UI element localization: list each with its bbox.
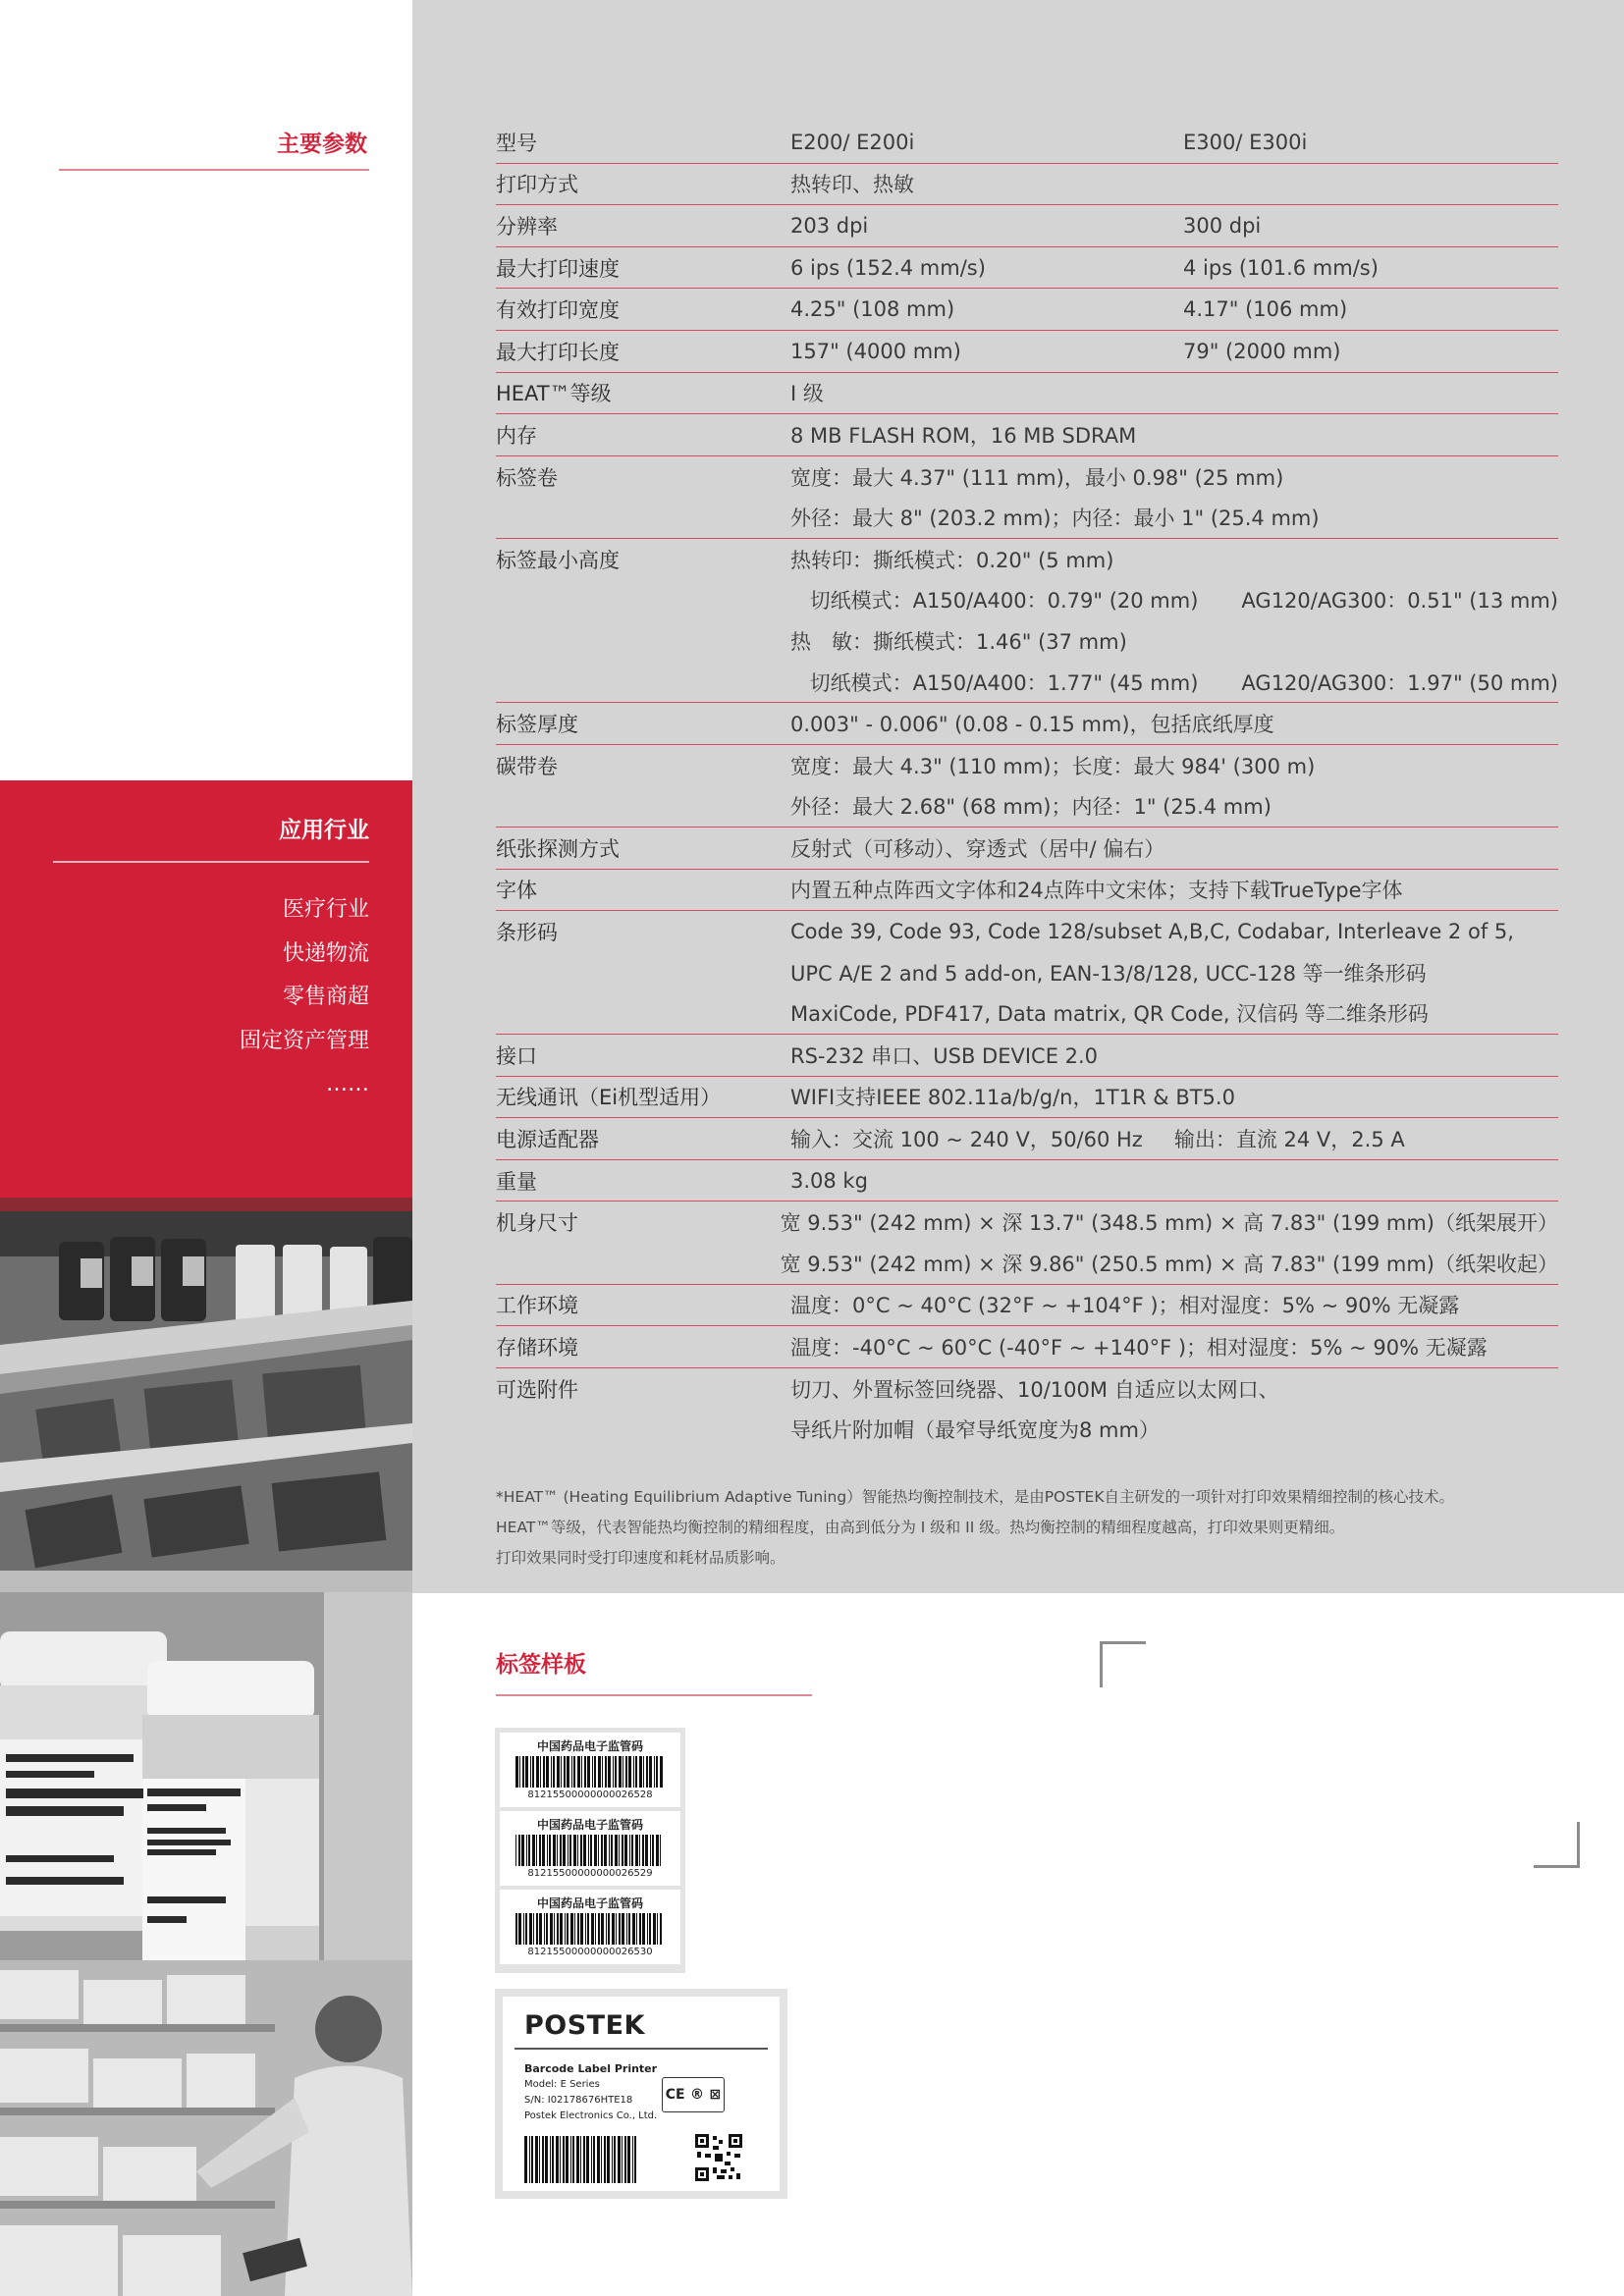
spec-row-print-method bbox=[496, 164, 1558, 206]
spec-value: 4.25" (108 mm) bbox=[790, 297, 955, 322]
spec-label: 有效打印宽度 bbox=[496, 298, 620, 323]
nameplate-serial: S/N: I02178676HTE18 bbox=[524, 2095, 633, 2106]
spec-label: 条形码 bbox=[496, 921, 558, 945]
spec-row-operating-env bbox=[496, 1285, 1558, 1327]
spec-value: 温度：0°C ~ 40°C (32°F ~ +104°F )；相对湿度：5% ~ 90% 无凝露 bbox=[790, 1294, 1460, 1318]
spec-label: 可选附件 bbox=[496, 1377, 578, 1402]
spec-label: 工作环境 bbox=[496, 1294, 578, 1318]
label-samples-divider bbox=[496, 1694, 812, 1696]
spec-value: 反射式（可移动）、穿透式（居中/ 偏右） bbox=[790, 836, 1165, 861]
spec-label: 最大打印速度 bbox=[496, 256, 620, 281]
drug-barcode-label-sample bbox=[495, 1728, 685, 1973]
spec-label: 纸张探测方式 bbox=[496, 836, 620, 861]
footnote-line: *HEAT™ (Heating Equilibrium Adaptive Tuning）智能热均衡控制技术，是由POSTEK自主研发的一项针对打印效果精细控制的核心技术。 bbox=[496, 1488, 1455, 1506]
main-params-heading: 主要参数 bbox=[277, 132, 367, 157]
spec-value: 热 敏：撕纸模式：1.46" (37 mm) bbox=[790, 629, 1127, 654]
ce-mark-icon: CE bbox=[665, 2087, 685, 2103]
spec-value: 外径：最大 8" (203.2 mm)；内径：最小 1" (25.4 mm) bbox=[790, 507, 1320, 531]
spec-value: 203 dpi bbox=[790, 213, 869, 238]
spec-value: 300 dpi bbox=[1183, 213, 1262, 238]
spec-value: 内置五种点阵西文字体和24点阵中文宋体；支持下载TrueType字体 bbox=[790, 879, 1403, 903]
spec-label: 分辨率 bbox=[496, 214, 558, 239]
spec-row-speed bbox=[496, 247, 1558, 290]
nameplate-label-sample bbox=[495, 1989, 787, 2199]
spec-row-interface bbox=[496, 1035, 1558, 1077]
spec-row-weight bbox=[496, 1160, 1558, 1202]
weee-bin-icon: ⊠ bbox=[709, 2087, 722, 2103]
spec-value: 宽 9.53" (242 mm) × 深 9.86" (250.5 mm) × 高 7.83" (199 mm)（纸架收起） bbox=[780, 1252, 1558, 1276]
spec-value-part: 输入：交流 100 ~ 240 V，50/60 Hz bbox=[790, 1128, 1143, 1152]
spec-label: 机身尺寸 bbox=[496, 1211, 578, 1236]
spec-label: 标签卷 bbox=[496, 465, 558, 490]
applications-divider bbox=[53, 861, 369, 863]
footnote-line: 打印效果同时受打印速度和耗材品质影响。 bbox=[496, 1549, 785, 1567]
spec-value: MaxiCode, PDF417, Data matrix, QR Code, 汉信码 等二维条形码 bbox=[790, 1002, 1429, 1027]
nameplate-model: Model: E Series bbox=[524, 2079, 600, 2090]
spec-value: 0.003" - 0.006" (0.08 - 0.15 mm)，包括底纸厚度 bbox=[790, 713, 1274, 737]
application-item: 快递物流 bbox=[282, 940, 369, 966]
spec-value-part: 输出：直流 24 V，2.5 A bbox=[1173, 1128, 1405, 1152]
spec-value: 宽 9.53" (242 mm) × 深 13.7" (348.5 mm) × 高 7.83" (199 mm)（纸架展开） bbox=[780, 1211, 1558, 1236]
barcode-label bbox=[500, 1890, 680, 1964]
spec-row-label-thickness bbox=[496, 703, 1558, 745]
spec-value bbox=[722, 585, 1558, 614]
spec-row-fonts bbox=[496, 870, 1558, 912]
applications-heading: 应用行业 bbox=[279, 818, 369, 843]
spec-row-print-length bbox=[496, 331, 1558, 373]
spec-value: 157" (4000 mm) bbox=[790, 339, 961, 363]
barcode-label-header: 中国药品电子监管码 bbox=[536, 1896, 643, 1910]
spec-row-resolution bbox=[496, 205, 1558, 247]
spec-row-dimensions bbox=[496, 1201, 1558, 1284]
spec-value: 热转印、热敏 bbox=[790, 173, 914, 197]
spec-row-storage-env bbox=[496, 1326, 1558, 1368]
footnote-line: HEAT™等级，代表智能热均衡控制的精细程度，由高到低分为 I 级和 II 级。热均衡控制的精细程度越高，打印效果则更精细。 bbox=[496, 1519, 1345, 1536]
left-white-column bbox=[0, 0, 412, 780]
barcode-image bbox=[515, 1835, 665, 1866]
barcode-number: 81215500000000026528 bbox=[527, 1789, 653, 1800]
spec-label: 标签最小高度 bbox=[496, 548, 620, 572]
application-item: 零售商超 bbox=[282, 985, 369, 1009]
spec-label: 重量 bbox=[496, 1169, 537, 1194]
spec-label: 打印方式 bbox=[496, 173, 578, 197]
nameplate-barcode-image bbox=[524, 2136, 640, 2183]
spec-value: 温度：-40°C ~ 60°C (-40°F ~ +140°F )；相对湿度：5% ~ 90% 无凝露 bbox=[790, 1336, 1488, 1361]
barcode-label-header: 中国药品电子监管码 bbox=[536, 1739, 643, 1753]
spec-value bbox=[722, 667, 1558, 697]
spec-value: 79" (2000 mm) bbox=[1183, 339, 1341, 363]
spec-label: 无线通讯（Ei机型适用） bbox=[496, 1086, 722, 1110]
nameplate-company: Postek Electronics Co., Ltd. bbox=[524, 2110, 658, 2121]
application-item: 医疗行业 bbox=[282, 897, 369, 922]
spec-value: UPC A/E 2 and 5 add-on, EAN-13/8/128, UCC-128 等一维条形码 bbox=[790, 961, 1427, 986]
spec-value: 宽度：最大 4.37" (111 mm)，最小 0.98" (25 mm) bbox=[790, 465, 1284, 490]
barcode-number: 81215500000000026529 bbox=[527, 1868, 653, 1879]
spec-row-model bbox=[496, 122, 1558, 164]
spec-value: 3.08 kg bbox=[790, 1168, 868, 1193]
spec-label: 标签厚度 bbox=[496, 713, 578, 737]
spec-value-part: 切纸模式：A150/A400：1.77" (45 mm) bbox=[809, 670, 1199, 695]
barcode-label-header: 中国药品电子监管码 bbox=[536, 1818, 643, 1832]
spec-row-memory bbox=[496, 414, 1558, 456]
warehouse-worker-photo bbox=[0, 1960, 412, 2296]
crop-mark-bottom-right bbox=[1534, 1822, 1580, 1868]
spec-label: 最大打印长度 bbox=[496, 340, 620, 364]
spec-value: WIFI支持IEEE 802.11a/b/g/n，1T1R & BT5.0 bbox=[790, 1086, 1235, 1110]
spec-value-model-1: E200/ E200i bbox=[790, 130, 915, 154]
spec-row-heat-grade bbox=[496, 373, 1558, 415]
spec-value: 宽度：最大 4.3" (110 mm)；长度：最大 984' (300 m) bbox=[790, 754, 1316, 778]
spec-label: 存储环境 bbox=[496, 1336, 578, 1361]
spec-label: 字体 bbox=[496, 879, 537, 903]
label-samples-heading: 标签样板 bbox=[496, 1652, 586, 1678]
spec-value: I 级 bbox=[790, 382, 824, 406]
nameplate-product: Barcode Label Printer bbox=[524, 2062, 658, 2075]
spec-value: 4.17" (106 mm) bbox=[1183, 297, 1348, 322]
spec-label: 碳带卷 bbox=[496, 754, 558, 778]
spec-row-label-min-height bbox=[496, 539, 1558, 703]
spec-label: HEAT™等级 bbox=[496, 382, 612, 406]
spec-value: 切刀、外置标签回绕器、10/100M 自适应以太网口、 bbox=[790, 1377, 1279, 1402]
crop-mark-top-left bbox=[1100, 1641, 1146, 1687]
spec-row-print-width bbox=[496, 289, 1558, 331]
spec-value-part: AG120/AG300：1.97" (50 mm) bbox=[1241, 670, 1558, 695]
pharmacy-bottles-photo bbox=[0, 1592, 412, 1960]
spec-value-part: AG120/AG300：0.51" (13 mm) bbox=[1241, 589, 1558, 614]
spec-row-label-roll bbox=[496, 456, 1558, 539]
spec-value: 8 MB FLASH ROM，16 MB SDRAM bbox=[790, 423, 1137, 448]
spec-row-ribbon bbox=[496, 745, 1558, 828]
spec-table bbox=[496, 122, 1558, 1450]
spec-value: RS-232 串口、USB DEVICE 2.0 bbox=[790, 1043, 1099, 1068]
spec-label: 接口 bbox=[496, 1043, 537, 1068]
barcode-number: 81215500000000026530 bbox=[527, 1947, 653, 1957]
heat-footnote bbox=[496, 1482, 1556, 1574]
spec-label: 电源适配器 bbox=[496, 1128, 599, 1152]
spec-value: Code 39, Code 93, Code 128/subset A,B,C, Codabar, Interleave 2 of 5, bbox=[790, 920, 1514, 944]
spec-value bbox=[790, 1124, 1558, 1153]
retail-shelf-photo bbox=[0, 1198, 412, 1592]
nameplate-divider bbox=[514, 2048, 768, 2050]
postek-logo: POSTEK bbox=[524, 2010, 645, 2041]
nameplate-text bbox=[524, 2061, 657, 2124]
spec-value-model-2: E300/ E300i bbox=[1183, 130, 1308, 154]
spec-row-options bbox=[496, 1368, 1558, 1450]
barcode-image bbox=[515, 1756, 665, 1788]
spec-label: 内存 bbox=[496, 423, 537, 448]
spec-value: 6 ips (152.4 mm/s) bbox=[790, 255, 986, 280]
applications-panel bbox=[0, 780, 412, 1198]
barcode-image bbox=[515, 1913, 665, 1945]
main-params-divider bbox=[59, 169, 369, 171]
spec-row-barcodes bbox=[496, 911, 1558, 1035]
spec-label: 型号 bbox=[496, 131, 537, 155]
applications-list bbox=[240, 888, 369, 1107]
spec-row-sensor bbox=[496, 828, 1558, 870]
spec-value-part: 切纸模式：A150/A400：0.79" (20 mm) bbox=[809, 589, 1199, 614]
barcode-label bbox=[500, 1811, 680, 1886]
application-item: 固定资产管理 bbox=[239, 1028, 369, 1053]
application-item-ellipsis: …… bbox=[326, 1072, 369, 1096]
spec-row-wireless bbox=[496, 1077, 1558, 1119]
spec-row-power bbox=[496, 1118, 1558, 1160]
certification-marks bbox=[662, 2077, 725, 2112]
spec-value: 外径：最大 2.68" (68 mm)；内径：1" (25.4 mm) bbox=[790, 795, 1272, 820]
spec-value: 热转印：撕纸模式：0.20" (5 mm) bbox=[790, 548, 1114, 572]
qr-code-icon bbox=[695, 2134, 742, 2181]
spec-value: 4 ips (101.6 mm/s) bbox=[1183, 255, 1379, 280]
barcode-label bbox=[500, 1733, 680, 1807]
spec-value: 导纸片附加帽（最窄导纸宽度为8 mm） bbox=[790, 1418, 1160, 1443]
ccc-mark-icon: ® bbox=[690, 2087, 705, 2103]
